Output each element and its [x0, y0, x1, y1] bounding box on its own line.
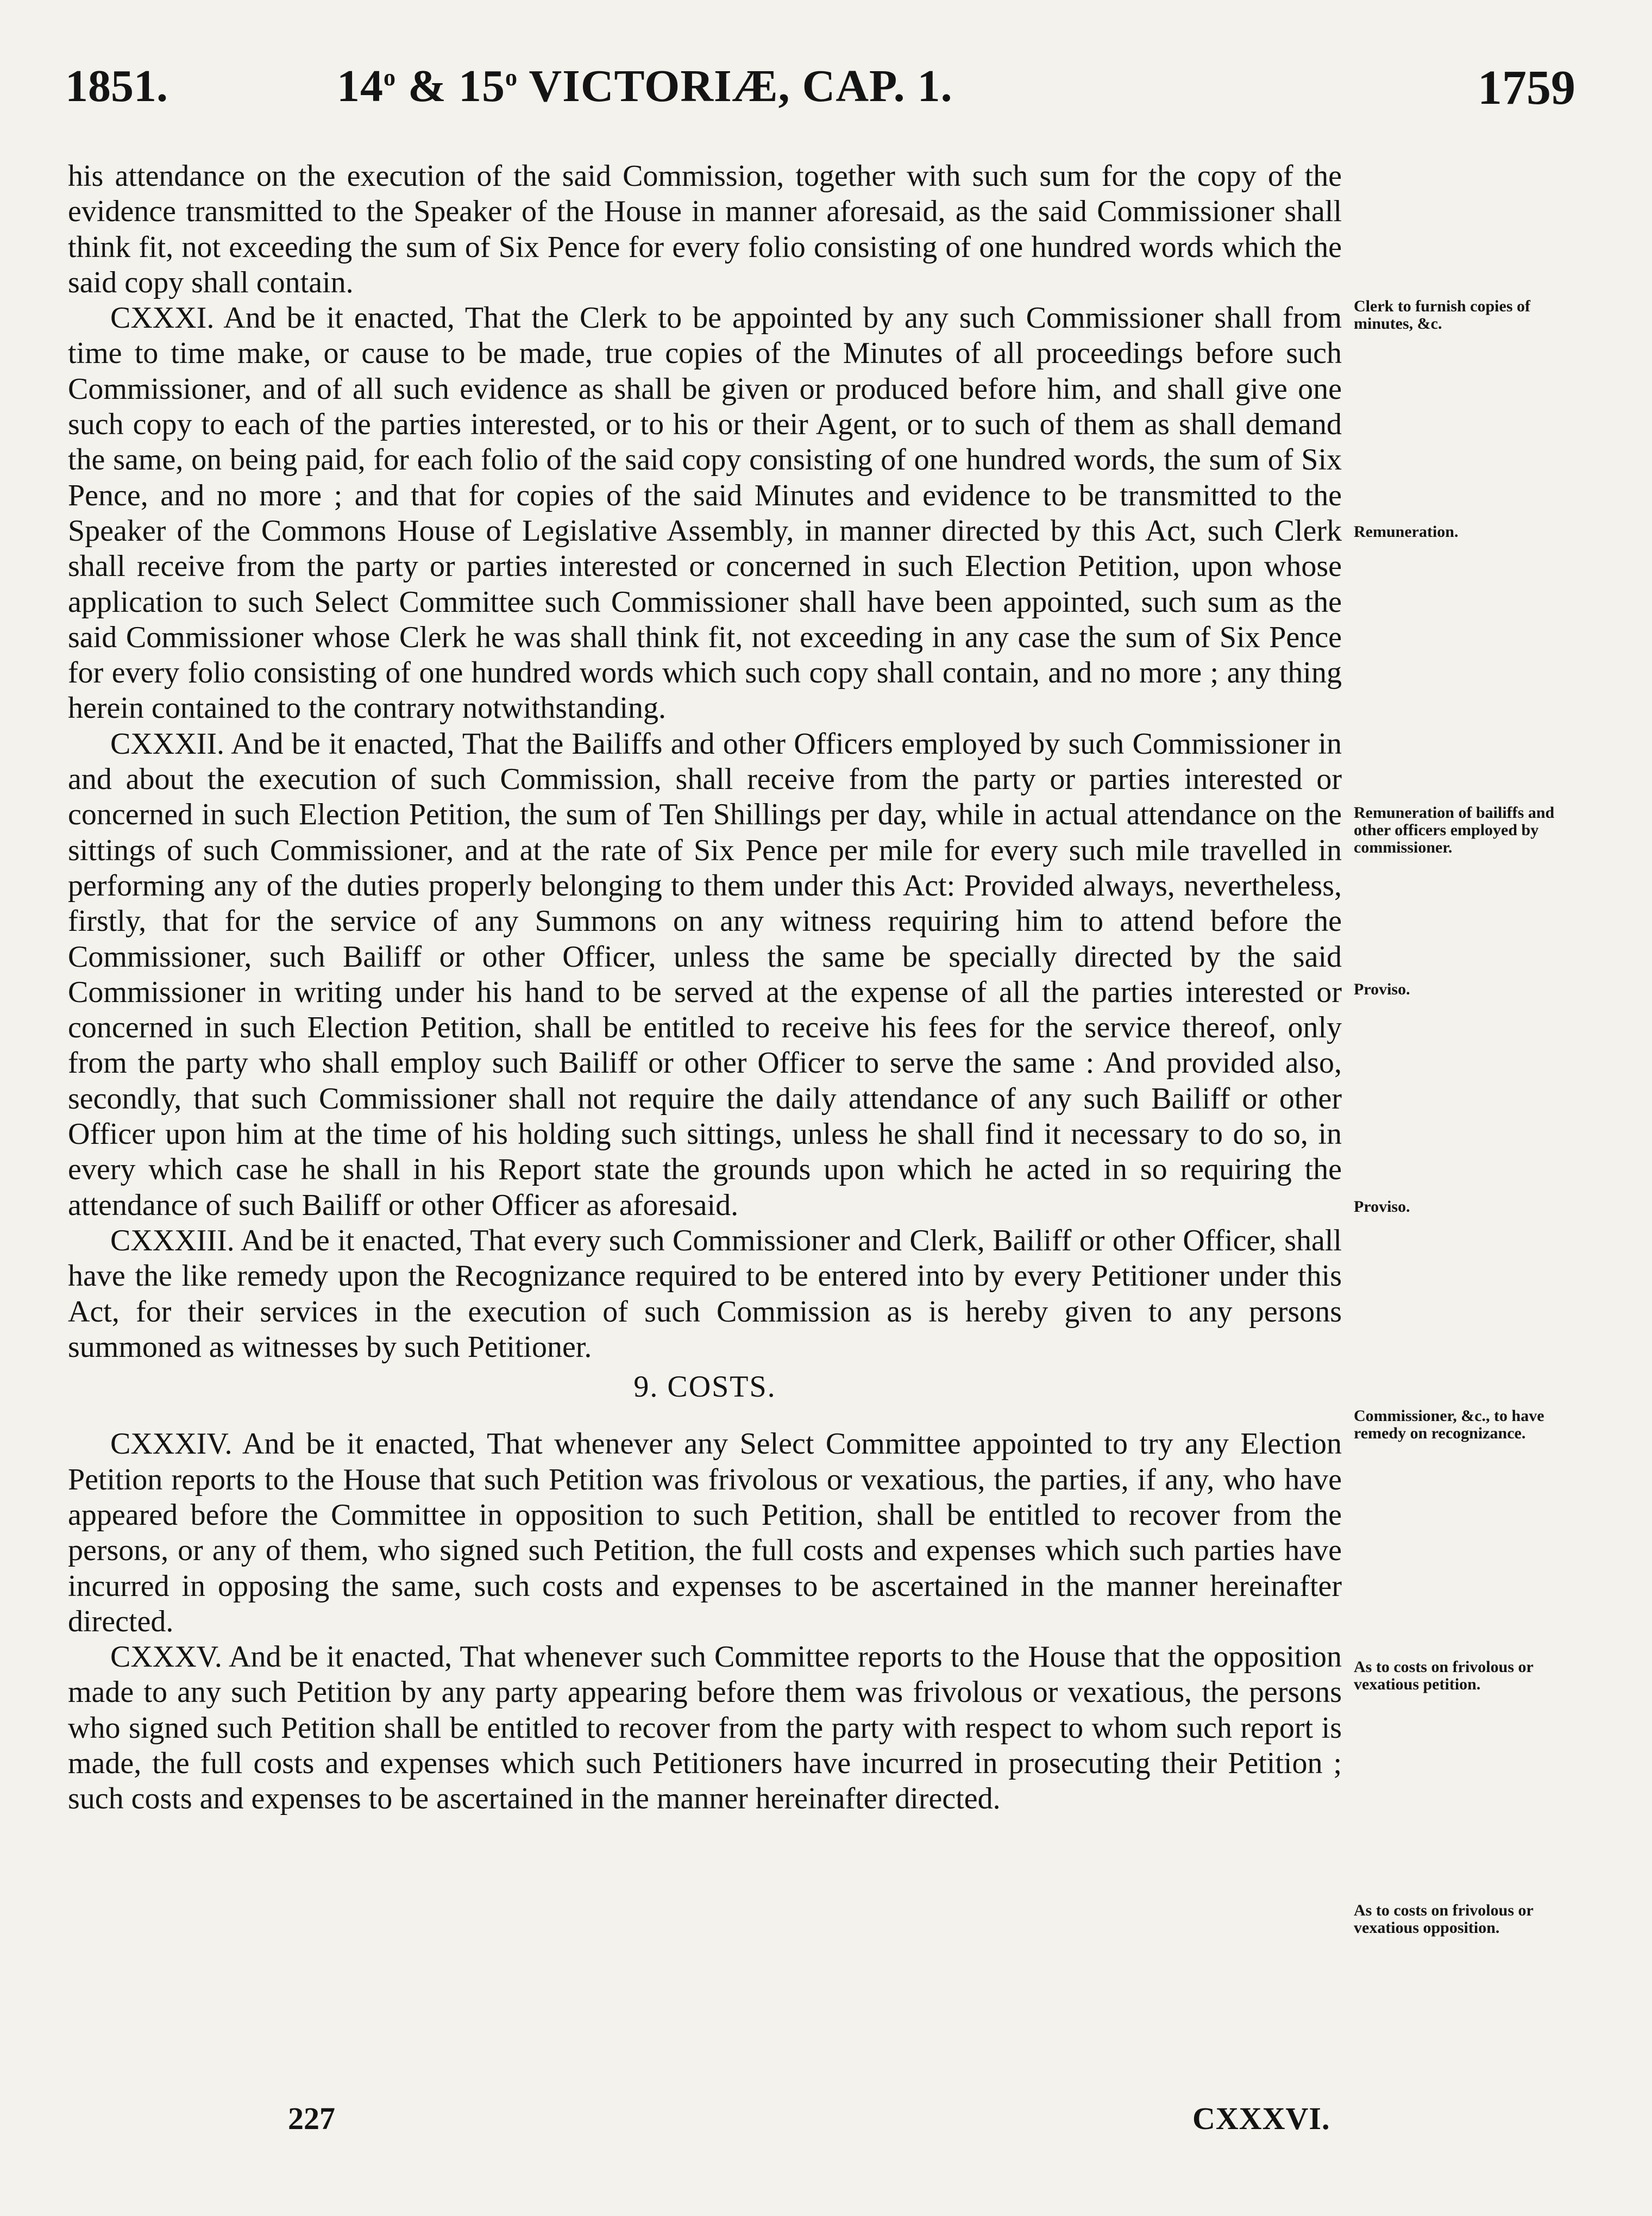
- paragraph-cxxxiii: CXXXIII. And be it enacted, That every such Commissioner and Clerk, Bailiff or other Officer, shall have the like remedy upon the Recognizance required to be entered into by every Petitioner under this Act, for their services in the execution of such Commission as is hereby given to any persons summoned as witnesses by such Petitioner.: [68, 1223, 1342, 1364]
- paragraph-cxxxi: CXXXI. And be it enacted, That the Clerk to be appointed by any such Commissioner shall from time to time make, or cause to be made, true copies of the Minutes of all proceedings before such Commissioner, and of all such evidence as shall be given or produced before him, and shall give one such copy to each of the parties interested, or to his or their Agent, or to such of them as shall demand the same, on being paid, for each folio of the said copy consisting of one hundred words, the sum of Six Pence, and no more ; and that for copies of the said Minutes and evidence to be transmitted to the Speaker of the Commons House of Legislative Assembly, in manner directed by this Act, such Clerk shall receive from the party or parties interested or concerned in such Election Petition, upon whose application to such Select Committee such Commissioner shall have been appointed, such sum as the said Commissioner whose Clerk he was shall think fit, not exceeding in any case the sum of Six Pence for every folio consisting of one hundred words which such copy shall contain, and no more ; any thing herein contained to the contrary notwithstanding.: [68, 301, 1342, 725]
- margin-note-bailiffs: Remuneration of bailiffs and other officers employed by commissioner.: [1354, 804, 1555, 856]
- catchword: CXXXVI.: [1192, 2101, 1330, 2136]
- header-title: [337, 60, 953, 112]
- margin-note-proviso-1: Proviso.: [1354, 980, 1410, 998]
- title-regnal-14: 14: [337, 61, 384, 111]
- title-regnal-15: & 15: [396, 61, 505, 111]
- signature-mark: 227: [288, 2101, 335, 2136]
- margin-note-costs-opposition: As to costs on frivolous or vexatious opposition.: [1354, 1901, 1534, 1937]
- section-heading: 9. COSTS.: [633, 1370, 776, 1404]
- page-number: 1759: [1478, 61, 1575, 115]
- margin-note-proviso-2: Proviso.: [1354, 1198, 1410, 1216]
- running-header: [65, 60, 1575, 120]
- title-superscript-2: o: [505, 64, 518, 91]
- paragraph-cxxxiv: CXXXIV. And be it enacted, That whenever any Select Committee appointed to try any Election Petition reports to the House that such Petition was frivolous or vexatious, the parties, if any, who have appeared before the Committee in opposition to such Petition, shall be entitled to recover from the persons, or any of them, who signed such Petition, the full costs and expenses which such parties have incurred in opposing the same, such costs and expenses to be ascertained in the manner hereinafter directed.: [68, 1427, 1342, 1638]
- paragraph-cxxxv: CXXXV. And be it enacted, That whenever such Committee reports to the House that the opposition made to any such Petition by any party appearing before them was frivolous or vexatious, the persons who signed such Petition shall be entitled to recover from the party with respect to whom such report is made, the full costs and expenses which such Petitioners have incurred in prosecuting their Petition ; such costs and expenses to be ascertained in the manner hereinafter directed.: [68, 1640, 1342, 1816]
- paragraph-continuation: his attendance on the execution of the said Commission, together with such sum for the copy of the evidence transmitted to the Speaker of the House in manner aforesaid, as the said Commissioner shall think fit, not exceeding the sum of Six Pence for every folio consisting of one hundred words which the said copy shall contain.: [68, 159, 1342, 299]
- paragraph-cxxxii: CXXXII. And be it enacted, That the Bailiffs and other Officers employed by such Commissioner in and about the execution of such Commission, shall receive from the party or parties interested or concerned in such Election Petition, the sum of Ten Shillings per day, while in actual attendance on the sittings of such Commissioner, and at the rate of Six Pence per mile for every such mile travelled in performing any of the duties properly belonging to them under this Act: Provided always, nevertheless, firstly, that for the service of any Summons on any witness requiring him to attend before the Commissioner, such Bailiff or other Officer, unless the same be specially directed by the said Commissioner in writing under his hand to be served at the expense of all the parties interested or concerned in such Election Petition, shall be entitled to receive his fees for the service thereof, only from the party who shall employ such Bailiff or other Officer to serve the same : And provided also, secondly, that such Commissioner shall not require the daily attendance of any such Bailiff or other Officer upon him at the time of his holding such sittings, unless he shall find it necessary to do so, in every which case he shall in his Report state the grounds upon which he acted in so requiring the attendance of such Bailiff or other Officer as aforesaid.: [68, 727, 1342, 1222]
- body-text: [68, 159, 1342, 1817]
- margin-note-remuneration: Remuneration.: [1354, 523, 1459, 541]
- title-superscript-1: o: [384, 64, 396, 91]
- margin-note-costs-petition: As to costs on frivolous or vexatious petition.: [1354, 1658, 1534, 1693]
- margin-note-recognizance: Commissioner, &c., to have remedy on recognizance.: [1354, 1407, 1544, 1442]
- header-year: 1851.: [65, 61, 168, 111]
- margin-note-clerk-copies: Clerk to furnish copies of minutes, &c.: [1354, 297, 1530, 333]
- title-victoriae-cap: VICTORIÆ, CAP. 1.: [517, 61, 953, 111]
